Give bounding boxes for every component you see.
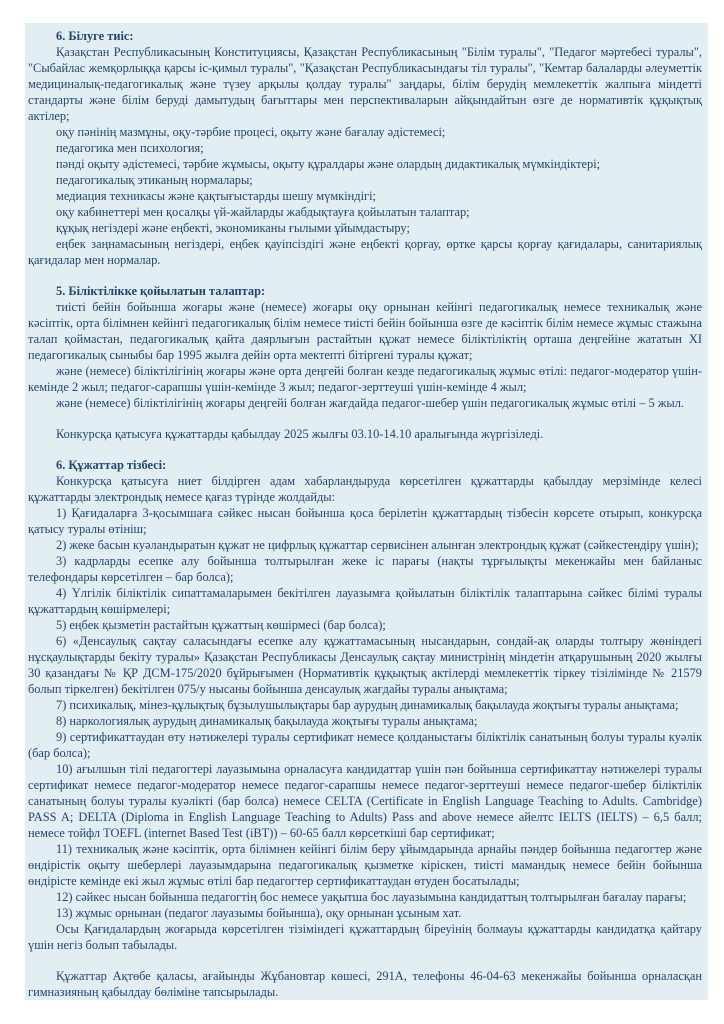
paragraph: педагогикалық этиканың нормалары; (56, 173, 253, 187)
paragraph: 9) сертификаттаудан өту нәтижелері туралы сертификат немесе қолданыстағы біліктілік санатының болуы туралы куәлік (бар болса); (28, 730, 702, 760)
paragraph: 2) жеке басын куәландыратын құжат не цифрлық құжаттар сервисінен алынған электрондық құжат (сәйкестендіру үшін); (56, 538, 699, 552)
paragraph: 12) сәйкес нысан бойынша педагогтің бос немесе уақытша бос лауазымына кандидаттың толтырылған бағалау парағы; (56, 890, 687, 904)
paragraph-spacer (28, 411, 702, 426)
paragraph: 5) еңбек қызметін растайтын құжаттың көшірмесі (бар болса); (56, 618, 386, 632)
paragraph: Құжаттар Ақтөбе қаласы, ағайынды Жұбановтар көшесі, 291А, телефоны 46-04-63 мекенжайы бойынша орналасқан гимназияның қабылдау бөліміне тапсырылады. (28, 969, 702, 999)
paragraph: 8) наркологиялық аурудың динамикалық бақылауда жоқтығы туралы анықтама; (56, 714, 478, 728)
paragraph: 1) Қағидаларға 3-қосымшаға сәйкес нысан бойынша қоса берілетін құжаттардың тізбесін көрсете отырып, конкурсқа қатысу туралы өтініш; (28, 506, 702, 536)
document-sheet (25, 23, 708, 1000)
paragraph: 7) психикалық, мінез-құлықтық бұзылушылықтары бар аурудың динамикалық бақылауда жоқтығы туралы анықтама; (56, 698, 679, 712)
paragraph: пәнді оқыту әдістемесі, тәрбие жұмысы, оқыту құралдары және олардың дидактикалық мүмкіндіктері; (56, 157, 601, 171)
paragraph: Конкурсқа қатысуға ниет білдірген адам хабарландыруда көрсетілген құжаттарды қабылдау мерзімінде келесі құжаттарды электрондық немесе қағаз түрінде жолдайды: (28, 474, 702, 504)
paragraph: еңбек заңнамасының негіздері, еңбек қауіпсіздігі және еңбекті қорғау, өртке қарсы қорғау қағидалары, санитариялық қағидалар мен нормалар. (28, 237, 702, 267)
paragraph: педагогика мен психология; (56, 141, 204, 155)
paragraph-spacer (28, 268, 702, 283)
paragraph: медиация техникасы және қақтығыстарды шешу мүмкіндігі; (56, 189, 376, 203)
document-body (28, 28, 702, 1000)
section-heading: 5. Біліктілікке қойылатын талаптар: (56, 284, 266, 298)
paragraph: және (немесе) біліктілігінің жоғары және орта деңгейі болған кезде педагогикалық жұмыс өтілі: педагог-модератор үшін-кемінде 2 жыл; педагог-сарапшы үшін-кемінде 3 жыл; педагог-зерттеуші үшін-кемінде 4 жыл; (28, 364, 702, 394)
paragraph: оқу пәнінің мазмұны, оқу-тәрбие процесі, оқыту және бағалау әдістемесі; (56, 125, 446, 139)
paragraph: 6) «Денсаулық сақтау саласындағы есепке алу құжаттамасының нысандарын, сондай-ақ оларды толтыру жөніндегі нұсқаулықтарды бекіту туралы» Қазақстан Республикасы Денсаулық сақтау министрінің міндетін атқарушының 2020 жылғы 30 қазандағы № ҚР ДСМ-175/2020 бұйрығымен (Нормативтік құқықтық актілерді мемлекеттік тіркеу тізілімінде № 21579 болып тіркелген) бекітілген 075/у нысаны бойынша денсаулық жағдайы туралы анықтама; (28, 634, 702, 696)
paragraph: 4) Үлгілік біліктілік сипаттамаларымен бекітілген лауазымға қойылатын біліктілік талаптарына сәйкес білімі туралы құжаттардың көшірмелері; (28, 586, 702, 616)
paragraph: 11) техникалық және кәсіптік, орта білімнен кейінгі білім беру ұйымдарында арнайы пәндер бойынша педагогтер және өндірістік оқыту шеберлері лауазымдарына педагогикалық қызметке кіріскен, тиісті мамандық немесе бейін бойынша өндірісте кемінде екі жыл жұмыс өтілі бар педагогтер сертификаттаудан өтуден босатылады; (28, 842, 702, 888)
paragraph: тиісті бейін бойынша жоғары және (немесе) жоғары оқу орнынан кейінгі педагогикалық немесе техникалық және кәсіптік, орта білімнен кейінгі педагогикалық білім немесе тиісті бейін бойынша өзге де кәсіптік білім немесе жұмыс стажына талап қоймастан, педагогикалық қайта даярлығын растайтын құжат немесе біліктіліктің орташа деңгейіне жататын XI педагогикалық сыныбы бар 1995 жылға дейін орта мектепті бітіргені туралы құжат; (28, 300, 702, 362)
paragraph-spacer (28, 442, 702, 457)
paragraph: Осы Қағидалардың жоғарыда көрсетілген тізіміндегі құжаттардың біреуінің болмауы құжаттарды кандидатқа қайтару үшін негіз болып табылады. (28, 922, 702, 952)
section-heading: 6. Құжаттар тізбесі: (56, 458, 167, 472)
paragraph: және (немесе) біліктілігінің жоғары деңгейі болған жағдайда педагог-шебер үшін педагогикалық жұмыс өтілі – 5 жыл. (56, 396, 684, 410)
paragraph: құқық негіздері және еңбекті, экономиканы ғылыми ұйымдастыру; (56, 221, 410, 235)
paragraph: Қазақстан Республикасының Конституциясы, Қазақстан Республикасының "Білім туралы", "Педагог мәртебесі туралы", "Сыбайлас жемқорлыққа қарсы іс-қимыл туралы", "Қазақстан Республикасындағы тіл туралы", "Кемтар балаларды әлеуметтік медициналық-педагогикалық және түзеу арқылы қолдау туралы" заңдары, білім берудің мемлекеттік жалпыға міндетті стандарты және білім беруді дамытудың бағыттары мен перспективаларын айқындайтын өзге де нормативтік құқықтық актілер; (28, 45, 702, 123)
section-heading: 6. Білуге тиіс: (56, 29, 134, 43)
paragraph-spacer (28, 953, 702, 968)
paragraph: 13) жұмыс орнынан (педагог лауазымы бойынша), оқу орнынан ұсыным хат. (56, 906, 462, 920)
paragraph: 3) кадрларды есепке алу бойынша толтырылған жеке іс парағы (нақты тұрғылықты мекенжайы мен байланыс телефондары көрсетілген – бар болса); (28, 554, 702, 584)
paragraph: 10) ағылшын тілі педагогтері лауазымына орналасуға кандидаттар үшін пән бойынша сертификаттау нәтижелері туралы сертификат немесе педагог-модератор немесе педагог-сарапшы немесе педагог-зерттеуші немесе педагог-шебер біліктілік санатының болуы туралы куәлікті (бар болса) немесе CELTA (Certificate in English Language Teaching to Adults. Cambridge) PASS A; DELTA (Diploma in English Language Teaching to Adults) Pass and above немесе айелтс IELTS (IELTS) – 6,5 балл; немесе тойфл TOEFL (internet Based Test (iBT)) – 60-65 балл көрсеткіші бар сертификат; (28, 762, 702, 840)
paragraph: оқу кабинеттері мен қосалқы үй-жайларды жабдықтауға қойылатын талаптар; (56, 205, 470, 219)
paragraph: Конкурсқа қатысуға құжаттарды қабылдау 2025 жылғы 03.10-14.10 аралығында жүргізіледі. (56, 427, 544, 441)
